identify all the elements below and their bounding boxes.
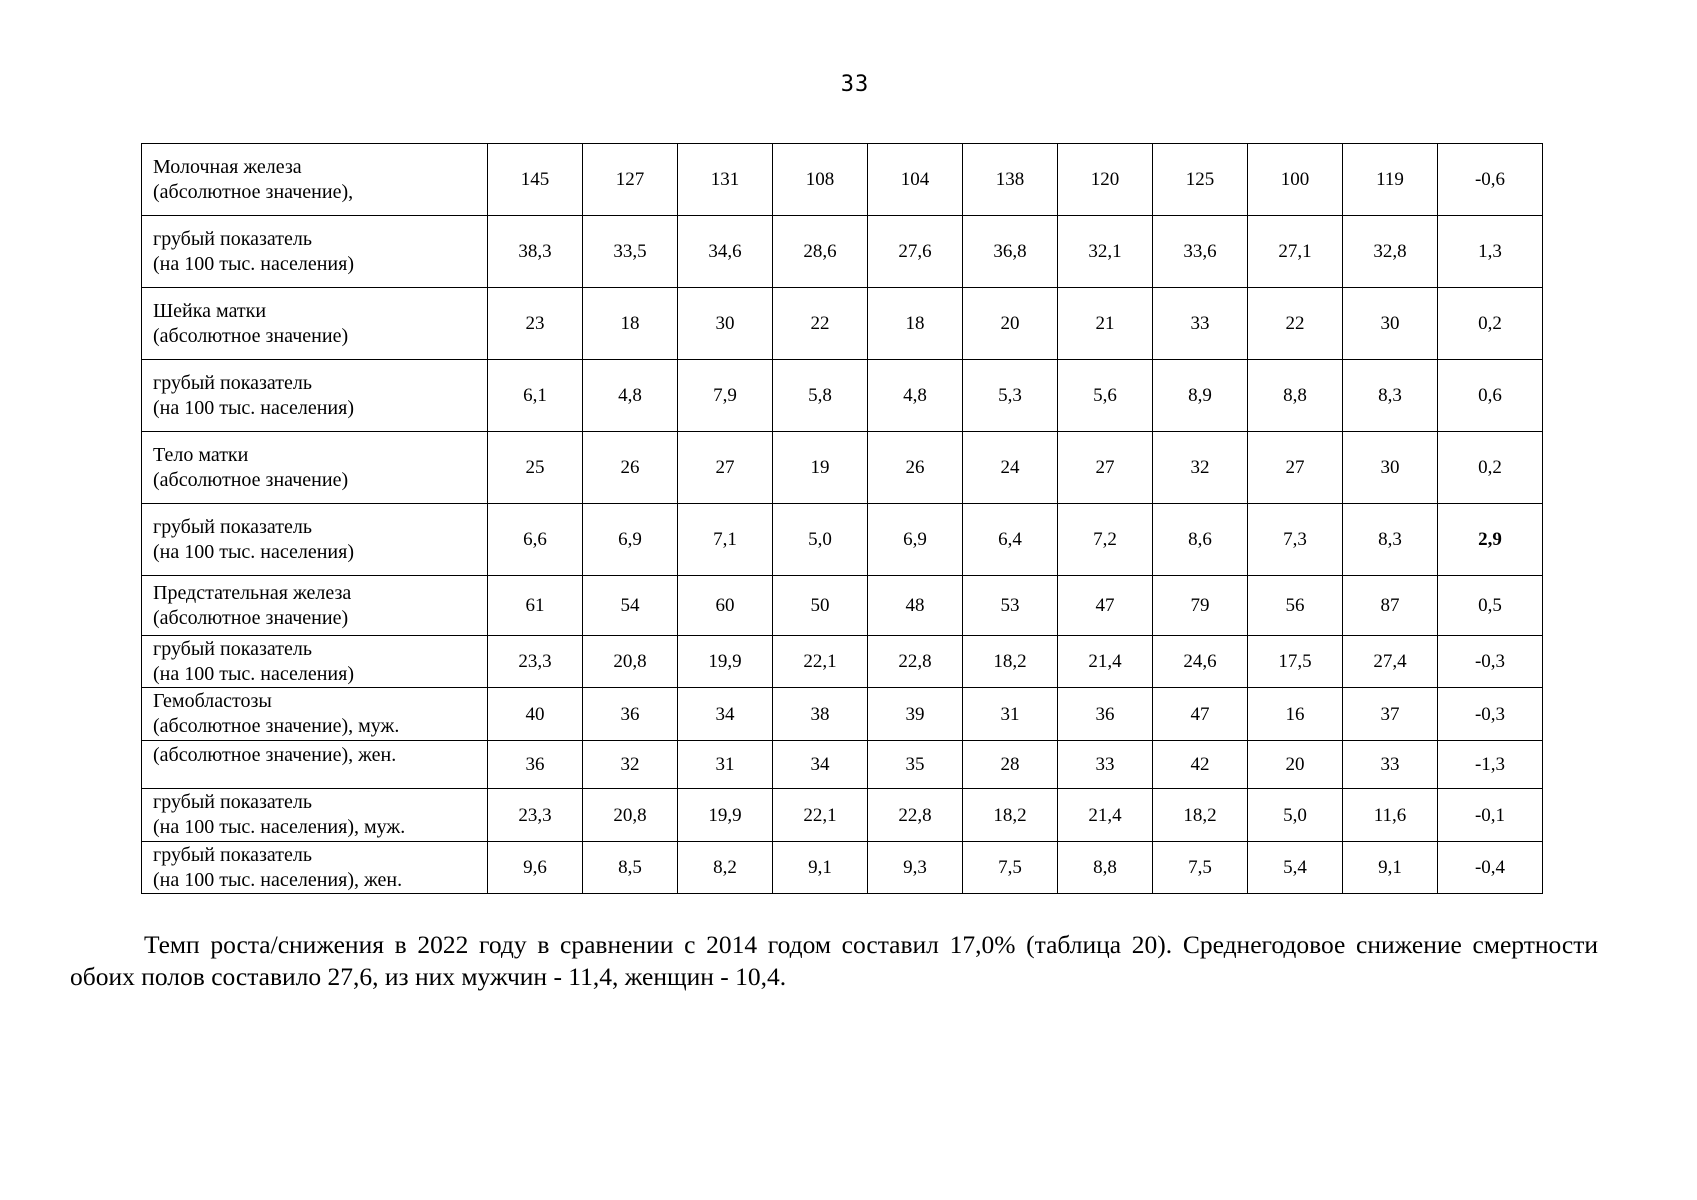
value-cell: 131 — [678, 144, 773, 216]
value-cell: 35 — [868, 741, 963, 789]
value-cell: 7,2 — [1058, 504, 1153, 576]
value-cell: 145 — [488, 144, 583, 216]
change-value-cell: -1,3 — [1438, 741, 1543, 789]
value-cell: 7,9 — [678, 360, 773, 432]
table-row — [142, 688, 1543, 741]
table-row — [142, 288, 1543, 360]
table-row — [142, 432, 1543, 504]
row-label-line: (абсолютное значение), муж. — [153, 715, 400, 737]
row-label-line: (абсолютное значение) — [153, 606, 349, 629]
value-cell: 17,5 — [1248, 636, 1343, 688]
table-row — [142, 360, 1543, 432]
value-cell: 24,6 — [1153, 636, 1248, 688]
value-cell: 56 — [1248, 576, 1343, 636]
value-cell: 4,8 — [583, 360, 678, 432]
row-label-line: (абсолютное значение) — [153, 468, 349, 491]
value-cell: 6,6 — [488, 504, 583, 576]
change-value-cell: 0,5 — [1438, 576, 1543, 636]
table-row — [142, 789, 1543, 842]
value-cell: 119 — [1343, 144, 1438, 216]
value-cell: 32,1 — [1058, 216, 1153, 288]
change-value-cell: -0,6 — [1438, 144, 1543, 216]
value-cell: 22,1 — [773, 789, 868, 842]
value-cell: 8,8 — [1248, 360, 1343, 432]
value-cell: 9,6 — [488, 842, 583, 894]
value-cell: 36 — [1058, 688, 1153, 741]
table-row — [142, 504, 1543, 576]
value-cell: 6,4 — [963, 504, 1058, 576]
value-cell: 22 — [773, 288, 868, 360]
row-label-cell — [142, 789, 488, 842]
value-cell: 21 — [1058, 288, 1153, 360]
value-cell: 9,1 — [1343, 842, 1438, 894]
value-cell: 6,1 — [488, 360, 583, 432]
value-cell: 18 — [868, 288, 963, 360]
row-label-cell — [142, 688, 488, 741]
table-row — [142, 741, 1543, 789]
row-label-line: Предстательная железа — [153, 581, 352, 604]
value-cell: 6,9 — [868, 504, 963, 576]
row-label-line: (абсолютное значение), жен. — [153, 744, 397, 766]
value-cell: 5,8 — [773, 360, 868, 432]
summary-paragraph — [70, 929, 1598, 993]
row-label-cell — [142, 144, 488, 216]
change-value-cell: -0,1 — [1438, 789, 1543, 842]
value-cell: 38 — [773, 688, 868, 741]
value-cell: 9,3 — [868, 842, 963, 894]
value-cell: 39 — [868, 688, 963, 741]
row-label-line: Тело матки — [153, 443, 249, 466]
row-label-line: грубый показатель — [153, 843, 312, 866]
row-label-line: (на 100 тыс. населения) — [153, 662, 354, 685]
value-cell: 32 — [1153, 432, 1248, 504]
row-label-cell — [142, 432, 488, 504]
value-cell: 5,6 — [1058, 360, 1153, 432]
value-cell: 7,5 — [963, 842, 1058, 894]
change-value-cell: 0,2 — [1438, 432, 1543, 504]
row-label-line: грубый показатель — [153, 371, 312, 394]
value-cell: 22 — [1248, 288, 1343, 360]
value-cell: 54 — [583, 576, 678, 636]
value-cell: 5,0 — [773, 504, 868, 576]
value-cell: 60 — [678, 576, 773, 636]
value-cell: 38,3 — [488, 216, 583, 288]
row-label-line: (на 100 тыс. населения) — [153, 396, 354, 419]
change-value-cell: -0,3 — [1438, 636, 1543, 688]
value-cell: 34 — [773, 741, 868, 789]
value-cell: 108 — [773, 144, 868, 216]
value-cell: 5,0 — [1248, 789, 1343, 842]
row-label-line: грубый показатель — [153, 791, 312, 813]
value-cell: 22,1 — [773, 636, 868, 688]
row-label-cell — [142, 288, 488, 360]
value-cell: 79 — [1153, 576, 1248, 636]
row-label-cell — [142, 842, 488, 894]
row-label-line: (на 100 тыс. населения) — [153, 252, 354, 275]
value-cell: 22,8 — [868, 636, 963, 688]
value-cell: 138 — [963, 144, 1058, 216]
value-cell: 104 — [868, 144, 963, 216]
value-cell: 7,1 — [678, 504, 773, 576]
row-label-line: Молочная железа — [153, 155, 302, 178]
value-cell: 21,4 — [1058, 636, 1153, 688]
table-row — [142, 216, 1543, 288]
value-cell: 34 — [678, 688, 773, 741]
change-value-cell: 0,6 — [1438, 360, 1543, 432]
value-cell: 27,6 — [868, 216, 963, 288]
value-cell: 27,4 — [1343, 636, 1438, 688]
value-cell: 36,8 — [963, 216, 1058, 288]
value-cell: 28,6 — [773, 216, 868, 288]
row-label-line: грубый показатель — [153, 637, 312, 660]
value-cell: 48 — [868, 576, 963, 636]
table-row — [142, 636, 1543, 688]
value-cell: 120 — [1058, 144, 1153, 216]
value-cell: 31 — [678, 741, 773, 789]
value-cell: 24 — [963, 432, 1058, 504]
change-value-cell: 2,9 — [1438, 504, 1543, 576]
value-cell: 16 — [1248, 688, 1343, 741]
row-label-line: (на 100 тыс. населения) — [153, 540, 354, 563]
value-cell: 28 — [963, 741, 1058, 789]
row-label-cell — [142, 636, 488, 688]
value-cell: 21,4 — [1058, 789, 1153, 842]
value-cell: 42 — [1153, 741, 1248, 789]
row-label-line: грубый показатель — [153, 227, 312, 250]
value-cell: 127 — [583, 144, 678, 216]
value-cell: 18,2 — [963, 636, 1058, 688]
value-cell: 23 — [488, 288, 583, 360]
value-cell: 30 — [1343, 288, 1438, 360]
value-cell: 22,8 — [868, 789, 963, 842]
value-cell: 50 — [773, 576, 868, 636]
value-cell: 5,4 — [1248, 842, 1343, 894]
value-cell: 20,8 — [583, 636, 678, 688]
value-cell: 33,5 — [583, 216, 678, 288]
value-cell: 27 — [678, 432, 773, 504]
row-label-line: (на 100 тыс. населения), муж. — [153, 816, 406, 838]
value-cell: 53 — [963, 576, 1058, 636]
value-cell: 8,5 — [583, 842, 678, 894]
row-label-cell — [142, 504, 488, 576]
value-cell: 26 — [868, 432, 963, 504]
value-cell: 8,8 — [1058, 842, 1153, 894]
table-row — [142, 144, 1543, 216]
row-label-line: (абсолютное значение), — [153, 180, 354, 203]
value-cell: 27 — [1058, 432, 1153, 504]
change-value-cell: 1,3 — [1438, 216, 1543, 288]
change-value-cell: -0,3 — [1438, 688, 1543, 741]
value-cell: 8,9 — [1153, 360, 1248, 432]
value-cell: 26 — [583, 432, 678, 504]
table-row — [142, 576, 1543, 636]
value-cell: 32,8 — [1343, 216, 1438, 288]
value-cell: 27,1 — [1248, 216, 1343, 288]
value-cell: 27 — [1248, 432, 1343, 504]
value-cell: 31 — [963, 688, 1058, 741]
row-label-line: (абсолютное значение) — [153, 324, 349, 347]
row-label-cell — [142, 216, 488, 288]
row-label-line: Шейка матки — [153, 299, 267, 322]
table-row — [142, 842, 1543, 894]
value-cell: 61 — [488, 576, 583, 636]
row-label-line: Гемобластозы — [153, 690, 272, 712]
value-cell: 25 — [488, 432, 583, 504]
value-cell: 23,3 — [488, 789, 583, 842]
value-cell: 8,6 — [1153, 504, 1248, 576]
value-cell: 47 — [1153, 688, 1248, 741]
value-cell: 11,6 — [1343, 789, 1438, 842]
value-cell: 20,8 — [583, 789, 678, 842]
row-label-line: грубый показатель — [153, 515, 312, 538]
value-cell: 87 — [1343, 576, 1438, 636]
value-cell: 23,3 — [488, 636, 583, 688]
row-label-cell — [142, 360, 488, 432]
value-cell: 33 — [1153, 288, 1248, 360]
value-cell: 30 — [678, 288, 773, 360]
row-label-cell — [142, 741, 488, 789]
value-cell: 20 — [963, 288, 1058, 360]
value-cell: 18 — [583, 288, 678, 360]
statistics-table — [141, 143, 1543, 894]
value-cell: 18,2 — [963, 789, 1058, 842]
value-cell: 19,9 — [678, 789, 773, 842]
change-value-cell: 0,2 — [1438, 288, 1543, 360]
value-cell: 37 — [1343, 688, 1438, 741]
value-cell: 36 — [488, 741, 583, 789]
value-cell: 100 — [1248, 144, 1343, 216]
change-value-cell: -0,4 — [1438, 842, 1543, 894]
value-cell: 20 — [1248, 741, 1343, 789]
page-number: 33 — [840, 72, 870, 97]
value-cell: 32 — [583, 741, 678, 789]
value-cell: 4,8 — [868, 360, 963, 432]
value-cell: 36 — [583, 688, 678, 741]
value-cell: 47 — [1058, 576, 1153, 636]
value-cell: 19 — [773, 432, 868, 504]
value-cell: 8,2 — [678, 842, 773, 894]
value-cell: 34,6 — [678, 216, 773, 288]
row-label-cell — [142, 576, 488, 636]
value-cell: 6,9 — [583, 504, 678, 576]
value-cell: 30 — [1343, 432, 1438, 504]
value-cell: 33,6 — [1153, 216, 1248, 288]
value-cell: 18,2 — [1153, 789, 1248, 842]
value-cell: 8,3 — [1343, 504, 1438, 576]
value-cell: 40 — [488, 688, 583, 741]
row-label-line: (на 100 тыс. населения), жен. — [153, 868, 403, 891]
value-cell: 5,3 — [963, 360, 1058, 432]
value-cell: 7,3 — [1248, 504, 1343, 576]
value-cell: 33 — [1058, 741, 1153, 789]
summary-text: Темп роста/снижения в 2022 году в сравнении с 2014 годом составил 17,0% (таблица 20). Среднегодовое снижение смертности обоих полов составило 27,6, из них мужчин - 11,4, женщин - 10,4. — [70, 930, 1598, 991]
value-cell: 19,9 — [678, 636, 773, 688]
value-cell: 125 — [1153, 144, 1248, 216]
value-cell: 7,5 — [1153, 842, 1248, 894]
value-cell: 8,3 — [1343, 360, 1438, 432]
value-cell: 9,1 — [773, 842, 868, 894]
value-cell: 33 — [1343, 741, 1438, 789]
